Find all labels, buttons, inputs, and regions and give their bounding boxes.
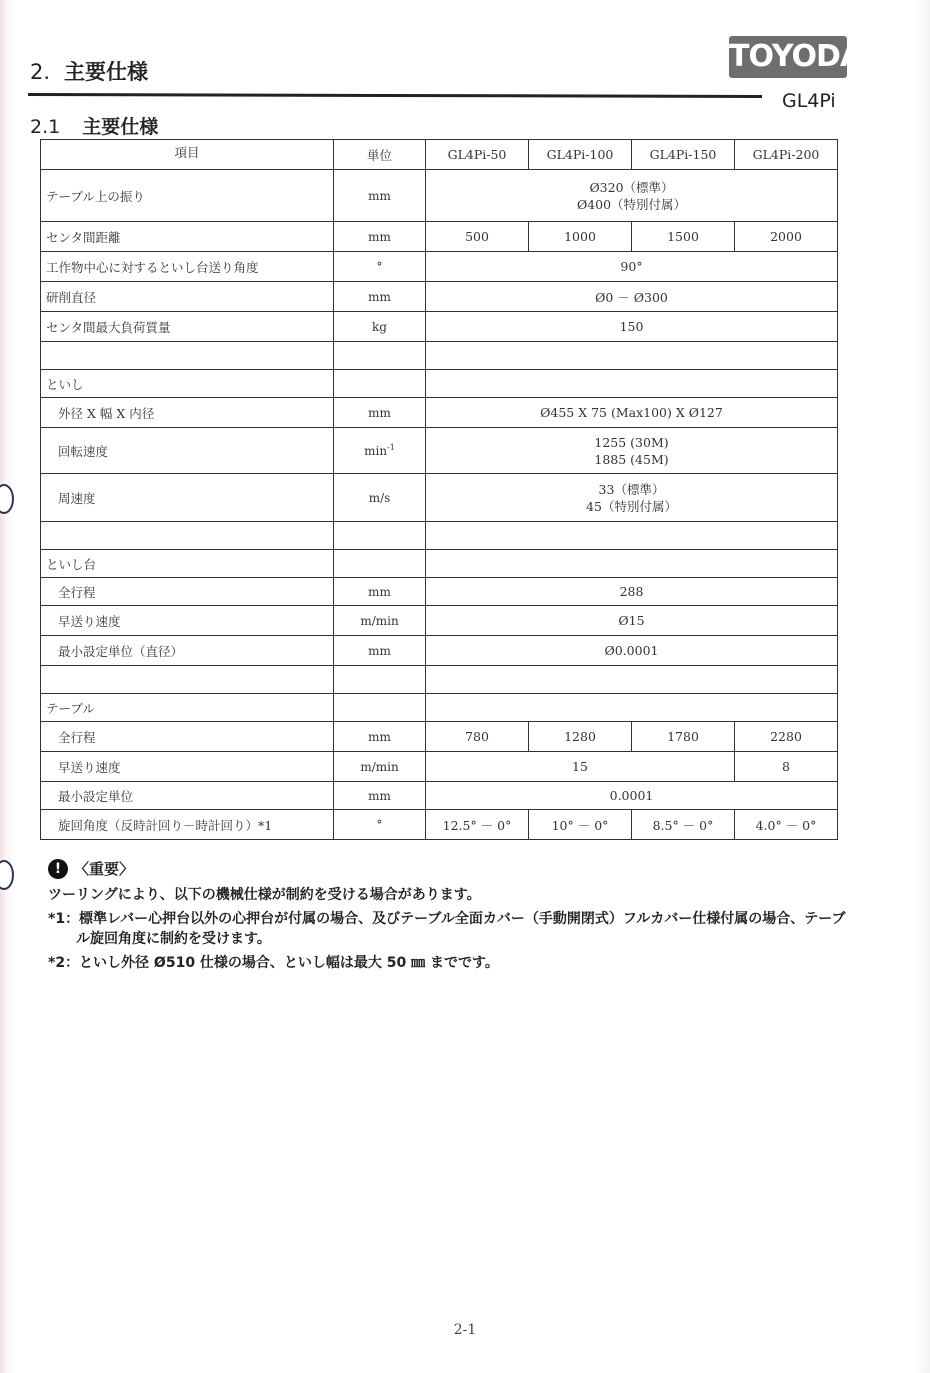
row-value <box>426 474 838 522</box>
important-label: 〈重要〉 <box>74 860 135 878</box>
table-row <box>41 722 838 752</box>
subsection-number: 2.1 <box>30 116 61 138</box>
table-row <box>41 578 838 606</box>
row-value: 1280 <box>529 722 632 752</box>
note-intro: ツーリングにより、以下の機械仕様が制約を受ける場合があります。 <box>48 887 481 903</box>
table-row-blank <box>41 522 838 550</box>
table-row <box>41 312 838 342</box>
row-unit: mm <box>334 398 426 428</box>
row-label: センタ間距離 <box>41 222 334 252</box>
row-value: 0.0001 <box>426 782 838 810</box>
row-label: 早送り速度 <box>41 752 334 782</box>
table-row-blank <box>41 342 838 370</box>
unit-text: min <box>364 444 388 458</box>
row-unit: mm <box>334 170 426 222</box>
table-group-row <box>41 370 838 398</box>
row-value: 2280 <box>735 722 838 752</box>
table-row <box>41 282 838 312</box>
header-unit: 単位 <box>334 140 426 170</box>
row-value: 12.5° － 0° <box>426 810 529 840</box>
section-heading <box>30 56 148 86</box>
row-value <box>426 428 838 474</box>
table-row <box>41 252 838 282</box>
row-unit: mm <box>334 722 426 752</box>
row-value: 288 <box>426 578 838 606</box>
table-row <box>41 810 838 840</box>
value-line: Ø320（標準） <box>589 179 674 195</box>
heading-rule <box>28 93 762 98</box>
group-label: といし <box>41 370 334 398</box>
row-value <box>426 170 838 222</box>
row-label: 外径 X 幅 X 内径 <box>41 398 334 428</box>
section-number: 2. <box>30 60 51 84</box>
row-value: 1780 <box>632 722 735 752</box>
subsection-title: 主要仕様 <box>82 116 159 138</box>
group-label: といし台 <box>41 550 334 578</box>
row-unit: mm <box>334 636 426 666</box>
row-unit: ° <box>334 252 426 282</box>
binder-hole <box>0 860 14 890</box>
note-1: *1：標準レバー心押台以外の心押台が付属の場合、及びテーブル全面カバー（手動開閉式）フルカバー仕様付属の場合、テーブル旋回角度に制約を受けます。 <box>48 911 846 947</box>
section-title: 主要仕様 <box>64 60 149 84</box>
table-row <box>41 606 838 636</box>
row-value: 1500 <box>632 222 735 252</box>
row-value: 780 <box>426 722 529 752</box>
row-label: 回転速度 <box>41 428 334 474</box>
table-header-row <box>41 140 838 170</box>
row-label: 全行程 <box>41 578 334 606</box>
toyoda-logo: TOYODA <box>729 36 847 78</box>
binder-hole <box>0 484 14 514</box>
row-label: 研削直径 <box>41 282 334 312</box>
subsection-heading <box>30 112 158 139</box>
model-name: GL4Pi <box>782 90 836 112</box>
group-label: テーブル <box>41 694 334 722</box>
value-line: 1885 (45M) <box>594 451 669 467</box>
row-value: 90° <box>426 252 838 282</box>
important-heading <box>48 858 848 879</box>
row-unit <box>334 428 426 474</box>
row-unit: m/min <box>334 752 426 782</box>
row-unit: ° <box>334 810 426 840</box>
row-value: Ø15 <box>426 606 838 636</box>
table-row <box>41 474 838 522</box>
table-group-row <box>41 694 838 722</box>
table-row <box>41 222 838 252</box>
row-unit: m/s <box>334 474 426 522</box>
table-row <box>41 782 838 810</box>
value-line: Ø400（特別付属） <box>576 196 687 212</box>
row-label: 旋回角度（反時計回り－時計回り）*1 <box>41 810 334 840</box>
row-value: 8.5° － 0° <box>632 810 735 840</box>
table-row <box>41 636 838 666</box>
table-row <box>41 398 838 428</box>
value-line: 1255 (30M) <box>594 434 669 450</box>
row-value: Ø0 － Ø300 <box>426 282 838 312</box>
row-label: 最小設定単位 <box>41 782 334 810</box>
row-unit: m/min <box>334 606 426 636</box>
value-line: 33（標準） <box>598 481 665 497</box>
row-value: Ø455 X 75 (Max100) X Ø127 <box>426 398 838 428</box>
row-value: 10° － 0° <box>529 810 632 840</box>
row-unit: kg <box>334 312 426 342</box>
note-2: *2：といし外径 Ø510 仕様の場合、といし幅は最大 50 ㎜ までです。 <box>48 955 499 971</box>
spec-table <box>40 139 838 840</box>
notes-block <box>48 858 848 977</box>
header-model: GL4Pi-150 <box>632 140 735 170</box>
table-row-blank <box>41 666 838 694</box>
row-value: 15 <box>426 752 735 782</box>
table-row <box>41 170 838 222</box>
table-row <box>41 428 838 474</box>
row-value: 500 <box>426 222 529 252</box>
row-label: 周速度 <box>41 474 334 522</box>
row-label: 工作物中心に対するといし台送り角度 <box>41 252 334 282</box>
row-value: 1000 <box>529 222 632 252</box>
header-model: GL4Pi-100 <box>529 140 632 170</box>
row-value: Ø0.0001 <box>426 636 838 666</box>
row-value: 8 <box>735 752 838 782</box>
table-group-row <box>41 550 838 578</box>
row-value: 4.0° － 0° <box>735 810 838 840</box>
value-line: 45（特別付属） <box>586 498 677 514</box>
row-label: センタ間最大負荷質量 <box>41 312 334 342</box>
header-model: GL4Pi-50 <box>426 140 529 170</box>
header-item: 項目 <box>41 140 334 170</box>
page-number: 2-1 <box>453 1322 477 1338</box>
warning-icon: ! <box>48 859 68 879</box>
row-value: 2000 <box>735 222 838 252</box>
row-unit: mm <box>334 222 426 252</box>
row-label: テーブル上の振り <box>41 170 334 222</box>
row-unit: mm <box>334 578 426 606</box>
row-label: 全行程 <box>41 722 334 752</box>
unit-superscript: -1 <box>387 443 395 452</box>
row-unit: mm <box>334 282 426 312</box>
table-row <box>41 752 838 782</box>
header-model: GL4Pi-200 <box>735 140 838 170</box>
row-label: 最小設定単位（直径） <box>41 636 334 666</box>
row-unit: mm <box>334 782 426 810</box>
row-label: 早送り速度 <box>41 606 334 636</box>
row-value: 150 <box>426 312 838 342</box>
